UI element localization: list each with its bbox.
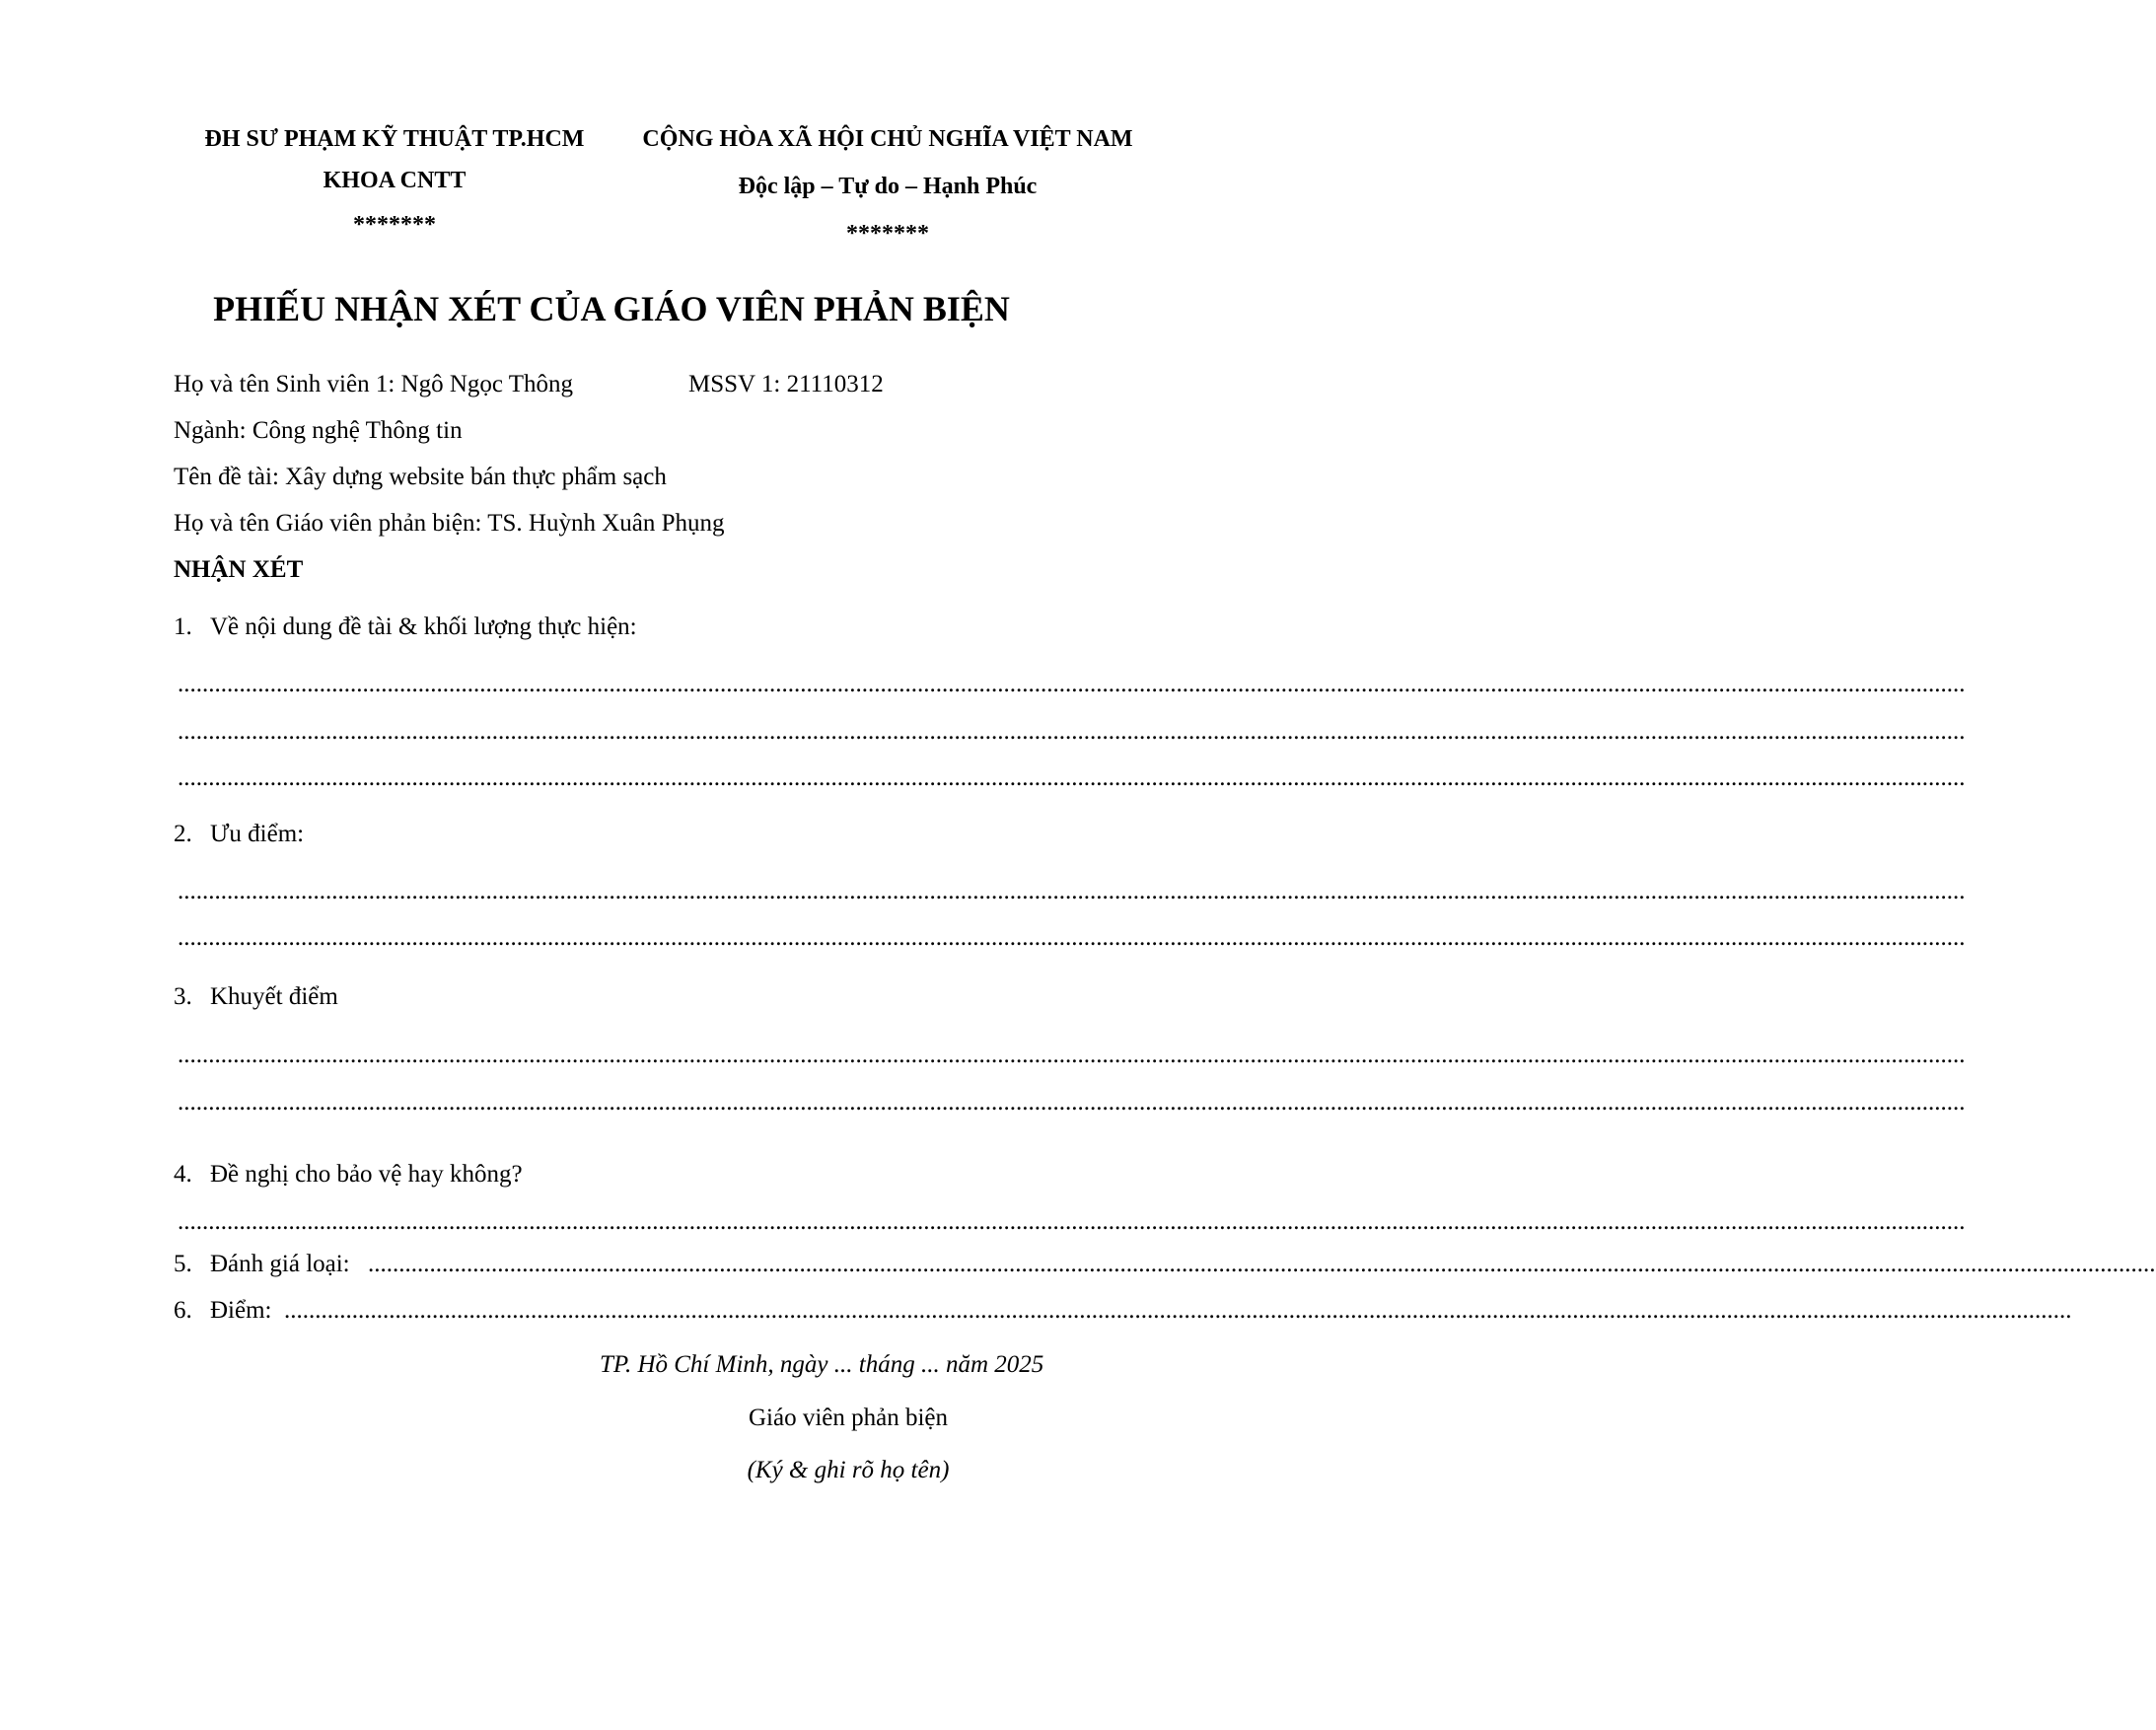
item-2-dotline-1: .................................................................................................................................................................................................................................................................................................. xyxy=(178,878,1966,904)
item-4-label: Đề nghị cho bảo vệ hay không? xyxy=(210,1161,523,1188)
right-stars: ******* xyxy=(846,221,929,247)
item-2-label: Ưu điểm: xyxy=(210,821,305,847)
national-motto: Độc lập – Tự do – Hạnh Phúc xyxy=(738,174,1038,199)
major: Ngành: Công nghệ Thông tin xyxy=(174,417,463,444)
page-title: PHIẾU NHẬN XÉT CỦA GIÁO VIÊN PHẢN BIỆN xyxy=(213,289,1010,328)
item-4-number: 4. xyxy=(174,1161,192,1188)
item-3-number: 3. xyxy=(174,983,192,1010)
left-stars: ******* xyxy=(353,212,436,238)
item-1-dotline-3: .................................................................................................................................................................................................................................................................................................. xyxy=(178,764,1966,791)
student-name: Họ và tên Sinh viên 1: Ngô Ngọc Thông xyxy=(174,371,574,397)
signature-note: (Ký & ghi rõ họ tên) xyxy=(747,1457,950,1483)
topic-name: Tên đề tài: Xây dựng website bán thực phẩm sạch xyxy=(174,464,667,490)
item-5-dotline: .................................................................................................................................................................................................................................................................................................. xyxy=(368,1251,2156,1277)
item-6-number: 6. xyxy=(174,1297,192,1324)
country-name: CỘNG HÒA XÃ HỘI CHỦ NGHĨA VIỆT NAM xyxy=(642,126,1133,152)
faculty-name: KHOA CNTT xyxy=(323,168,467,193)
item-6-dotline: .................................................................................................................................................................................................................................................................................................. xyxy=(284,1297,2072,1324)
reviewer-name: Họ và tên Giáo viên phản biện: TS. Huỳnh Xuân Phụng xyxy=(174,510,725,537)
item-3-label: Khuyết điểm xyxy=(210,983,338,1010)
date-line: TP. Hồ Chí Minh, ngày ... tháng ... năm 2025 xyxy=(600,1351,1044,1378)
item-1-label: Về nội dung đề tài & khối lượng thực hiện: xyxy=(210,613,637,640)
item-3-dotline-2: .................................................................................................................................................................................................................................................................................................. xyxy=(178,1089,1966,1116)
item-6-label: Điểm: xyxy=(210,1297,272,1324)
university-name: ĐH SƯ PHẠM KỸ THUẬT TP.HCM xyxy=(204,126,585,152)
student-id: MSSV 1: 21110312 xyxy=(688,371,884,397)
item-1-dotline-2: .................................................................................................................................................................................................................................................................................................. xyxy=(178,718,1966,745)
item-2-dotline-2: .................................................................................................................................................................................................................................................................................................. xyxy=(178,924,1966,951)
item-5-number: 5. xyxy=(174,1251,192,1277)
section-heading: NHẬN XÉT xyxy=(174,556,304,583)
item-3-dotline-1: .................................................................................................................................................................................................................................................................................................. xyxy=(178,1042,1966,1068)
item-5-label: Đánh giá loại: xyxy=(210,1251,350,1277)
signer-role: Giáo viên phản biện xyxy=(748,1405,949,1431)
item-4-dotline-1: .................................................................................................................................................................................................................................................................................................. xyxy=(178,1208,1966,1235)
item-2-number: 2. xyxy=(174,821,192,847)
item-1-dotline-1: .................................................................................................................................................................................................................................................................................................. xyxy=(178,671,1966,697)
item-1-number: 1. xyxy=(174,613,192,640)
